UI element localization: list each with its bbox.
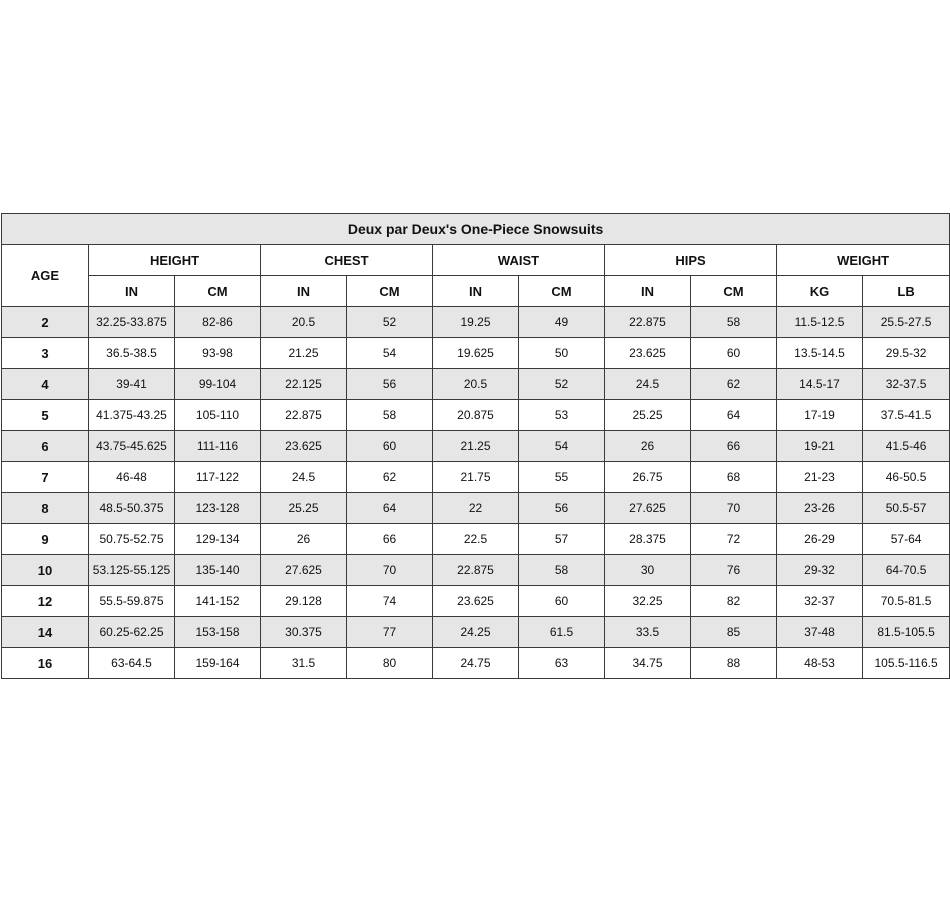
table-cell: 57-64 [863, 524, 950, 555]
table-cell: 64 [347, 493, 433, 524]
table-cell: 60 [347, 431, 433, 462]
age-cell: 2 [2, 307, 89, 338]
table-cell: 25.5-27.5 [863, 307, 950, 338]
table-cell: 53 [519, 400, 605, 431]
unit-header-hips-cm: CM [691, 276, 777, 307]
table-cell: 62 [347, 462, 433, 493]
table-cell: 14.5-17 [777, 369, 863, 400]
table-cell: 17-19 [777, 400, 863, 431]
table-cell: 46-50.5 [863, 462, 950, 493]
table-cell: 20.875 [433, 400, 519, 431]
table-row [2, 586, 950, 617]
table-cell: 27.625 [261, 555, 347, 586]
table-cell: 28.375 [605, 524, 691, 555]
table-cell: 34.75 [605, 648, 691, 679]
table-cell: 26.75 [605, 462, 691, 493]
table-cell: 60 [519, 586, 605, 617]
table-cell: 123-128 [175, 493, 261, 524]
table-cell: 21-23 [777, 462, 863, 493]
table-row [2, 400, 950, 431]
table-cell: 22.875 [605, 307, 691, 338]
table-cell: 81.5-105.5 [863, 617, 950, 648]
table-cell: 43.75-45.625 [89, 431, 175, 462]
table-cell: 58 [691, 307, 777, 338]
table-cell: 117-122 [175, 462, 261, 493]
table-cell: 37.5-41.5 [863, 400, 950, 431]
table-cell: 36.5-38.5 [89, 338, 175, 369]
group-header-height: HEIGHT [89, 245, 261, 276]
unit-header-weight-lb: LB [863, 276, 950, 307]
table-cell: 32-37 [777, 586, 863, 617]
age-cell: 3 [2, 338, 89, 369]
unit-header-waist-in: IN [433, 276, 519, 307]
table-cell: 153-158 [175, 617, 261, 648]
age-cell: 10 [2, 555, 89, 586]
table-cell: 31.5 [261, 648, 347, 679]
table-cell: 99-104 [175, 369, 261, 400]
table-cell: 26 [261, 524, 347, 555]
table-cell: 82 [691, 586, 777, 617]
table-cell: 37-48 [777, 617, 863, 648]
table-cell: 55 [519, 462, 605, 493]
table-cell: 33.5 [605, 617, 691, 648]
table-cell: 56 [347, 369, 433, 400]
table-cell: 22.875 [433, 555, 519, 586]
table-cell: 58 [347, 400, 433, 431]
table-cell: 22.125 [261, 369, 347, 400]
age-cell: 14 [2, 617, 89, 648]
table-cell: 63 [519, 648, 605, 679]
table-cell: 19-21 [777, 431, 863, 462]
table-cell: 88 [691, 648, 777, 679]
table-cell: 21.25 [433, 431, 519, 462]
table-row [2, 493, 950, 524]
table-cell: 41.5-46 [863, 431, 950, 462]
table-cell: 22.5 [433, 524, 519, 555]
table-cell: 30 [605, 555, 691, 586]
table-cell: 159-164 [175, 648, 261, 679]
size-chart-table [1, 213, 950, 679]
table-cell: 50.5-57 [863, 493, 950, 524]
table-cell: 49 [519, 307, 605, 338]
unit-header-hips-in: IN [605, 276, 691, 307]
table-cell: 32.25 [605, 586, 691, 617]
table-row [2, 338, 950, 369]
table-cell: 66 [347, 524, 433, 555]
age-cell: 16 [2, 648, 89, 679]
table-cell: 20.5 [261, 307, 347, 338]
table-cell: 24.75 [433, 648, 519, 679]
age-cell: 5 [2, 400, 89, 431]
table-cell: 30.375 [261, 617, 347, 648]
table-row [2, 648, 950, 679]
table-cell: 70 [691, 493, 777, 524]
table-cell: 105-110 [175, 400, 261, 431]
unit-header-chest-in: IN [261, 276, 347, 307]
table-cell: 80 [347, 648, 433, 679]
table-cell: 22 [433, 493, 519, 524]
table-title: Deux par Deux's One-Piece Snowsuits [2, 214, 950, 245]
table-cell: 32-37.5 [863, 369, 950, 400]
table-cell: 129-134 [175, 524, 261, 555]
age-cell: 6 [2, 431, 89, 462]
table-row [2, 462, 950, 493]
table-cell: 60 [691, 338, 777, 369]
table-cell: 66 [691, 431, 777, 462]
table-cell: 57 [519, 524, 605, 555]
table-cell: 22.875 [261, 400, 347, 431]
table-cell: 70.5-81.5 [863, 586, 950, 617]
table-cell: 48-53 [777, 648, 863, 679]
group-header-chest: CHEST [261, 245, 433, 276]
table-cell: 23.625 [605, 338, 691, 369]
table-cell: 50 [519, 338, 605, 369]
unit-header-waist-cm: CM [519, 276, 605, 307]
age-column-header: AGE [2, 245, 89, 307]
age-cell: 12 [2, 586, 89, 617]
age-cell: 8 [2, 493, 89, 524]
table-cell: 111-116 [175, 431, 261, 462]
table-cell: 52 [347, 307, 433, 338]
table-cell: 58 [519, 555, 605, 586]
table-cell: 23.625 [261, 431, 347, 462]
unit-header-height-cm: CM [175, 276, 261, 307]
table-cell: 82-86 [175, 307, 261, 338]
group-header-hips: HIPS [605, 245, 777, 276]
table-cell: 53.125-55.125 [89, 555, 175, 586]
age-cell: 9 [2, 524, 89, 555]
table-cell: 21.25 [261, 338, 347, 369]
table-cell: 52 [519, 369, 605, 400]
group-header-waist: WAIST [433, 245, 605, 276]
age-cell: 7 [2, 462, 89, 493]
table-cell: 64 [691, 400, 777, 431]
table-cell: 55.5-59.875 [89, 586, 175, 617]
table-cell: 23-26 [777, 493, 863, 524]
table-row [2, 369, 950, 400]
table-cell: 77 [347, 617, 433, 648]
table-cell: 74 [347, 586, 433, 617]
table-cell: 29.5-32 [863, 338, 950, 369]
table-row [2, 307, 950, 338]
table-cell: 29.128 [261, 586, 347, 617]
unit-header-chest-cm: CM [347, 276, 433, 307]
table-cell: 39-41 [89, 369, 175, 400]
table-cell: 26-29 [777, 524, 863, 555]
table-cell: 23.625 [433, 586, 519, 617]
table-cell: 24.25 [433, 617, 519, 648]
table-cell: 60.25-62.25 [89, 617, 175, 648]
table-row [2, 524, 950, 555]
table-cell: 24.5 [605, 369, 691, 400]
table-cell: 72 [691, 524, 777, 555]
table-cell: 11.5-12.5 [777, 307, 863, 338]
table-cell: 21.75 [433, 462, 519, 493]
table-cell: 70 [347, 555, 433, 586]
table-cell: 24.5 [261, 462, 347, 493]
table-cell: 13.5-14.5 [777, 338, 863, 369]
table-cell: 19.25 [433, 307, 519, 338]
age-cell: 4 [2, 369, 89, 400]
table-cell: 19.625 [433, 338, 519, 369]
table-cell: 54 [347, 338, 433, 369]
table-cell: 25.25 [261, 493, 347, 524]
table-cell: 26 [605, 431, 691, 462]
group-header-weight: WEIGHT [777, 245, 950, 276]
table-cell: 25.25 [605, 400, 691, 431]
table-cell: 93-98 [175, 338, 261, 369]
table-cell: 63-64.5 [89, 648, 175, 679]
table-cell: 135-140 [175, 555, 261, 586]
table-cell: 56 [519, 493, 605, 524]
table-cell: 85 [691, 617, 777, 648]
table-cell: 64-70.5 [863, 555, 950, 586]
table-cell: 20.5 [433, 369, 519, 400]
table-cell: 141-152 [175, 586, 261, 617]
table-cell: 62 [691, 369, 777, 400]
table-row [2, 617, 950, 648]
table-cell: 46-48 [89, 462, 175, 493]
unit-header-weight-kg: KG [777, 276, 863, 307]
table-cell: 32.25-33.875 [89, 307, 175, 338]
table-cell: 105.5-116.5 [863, 648, 950, 679]
table-cell: 29-32 [777, 555, 863, 586]
table-cell: 54 [519, 431, 605, 462]
table-cell: 61.5 [519, 617, 605, 648]
table-cell: 41.375-43.25 [89, 400, 175, 431]
table-row [2, 431, 950, 462]
table-cell: 27.625 [605, 493, 691, 524]
unit-header-height-in: IN [89, 276, 175, 307]
table-cell: 50.75-52.75 [89, 524, 175, 555]
table-cell: 48.5-50.375 [89, 493, 175, 524]
table-cell: 68 [691, 462, 777, 493]
table-cell: 76 [691, 555, 777, 586]
table-row [2, 555, 950, 586]
